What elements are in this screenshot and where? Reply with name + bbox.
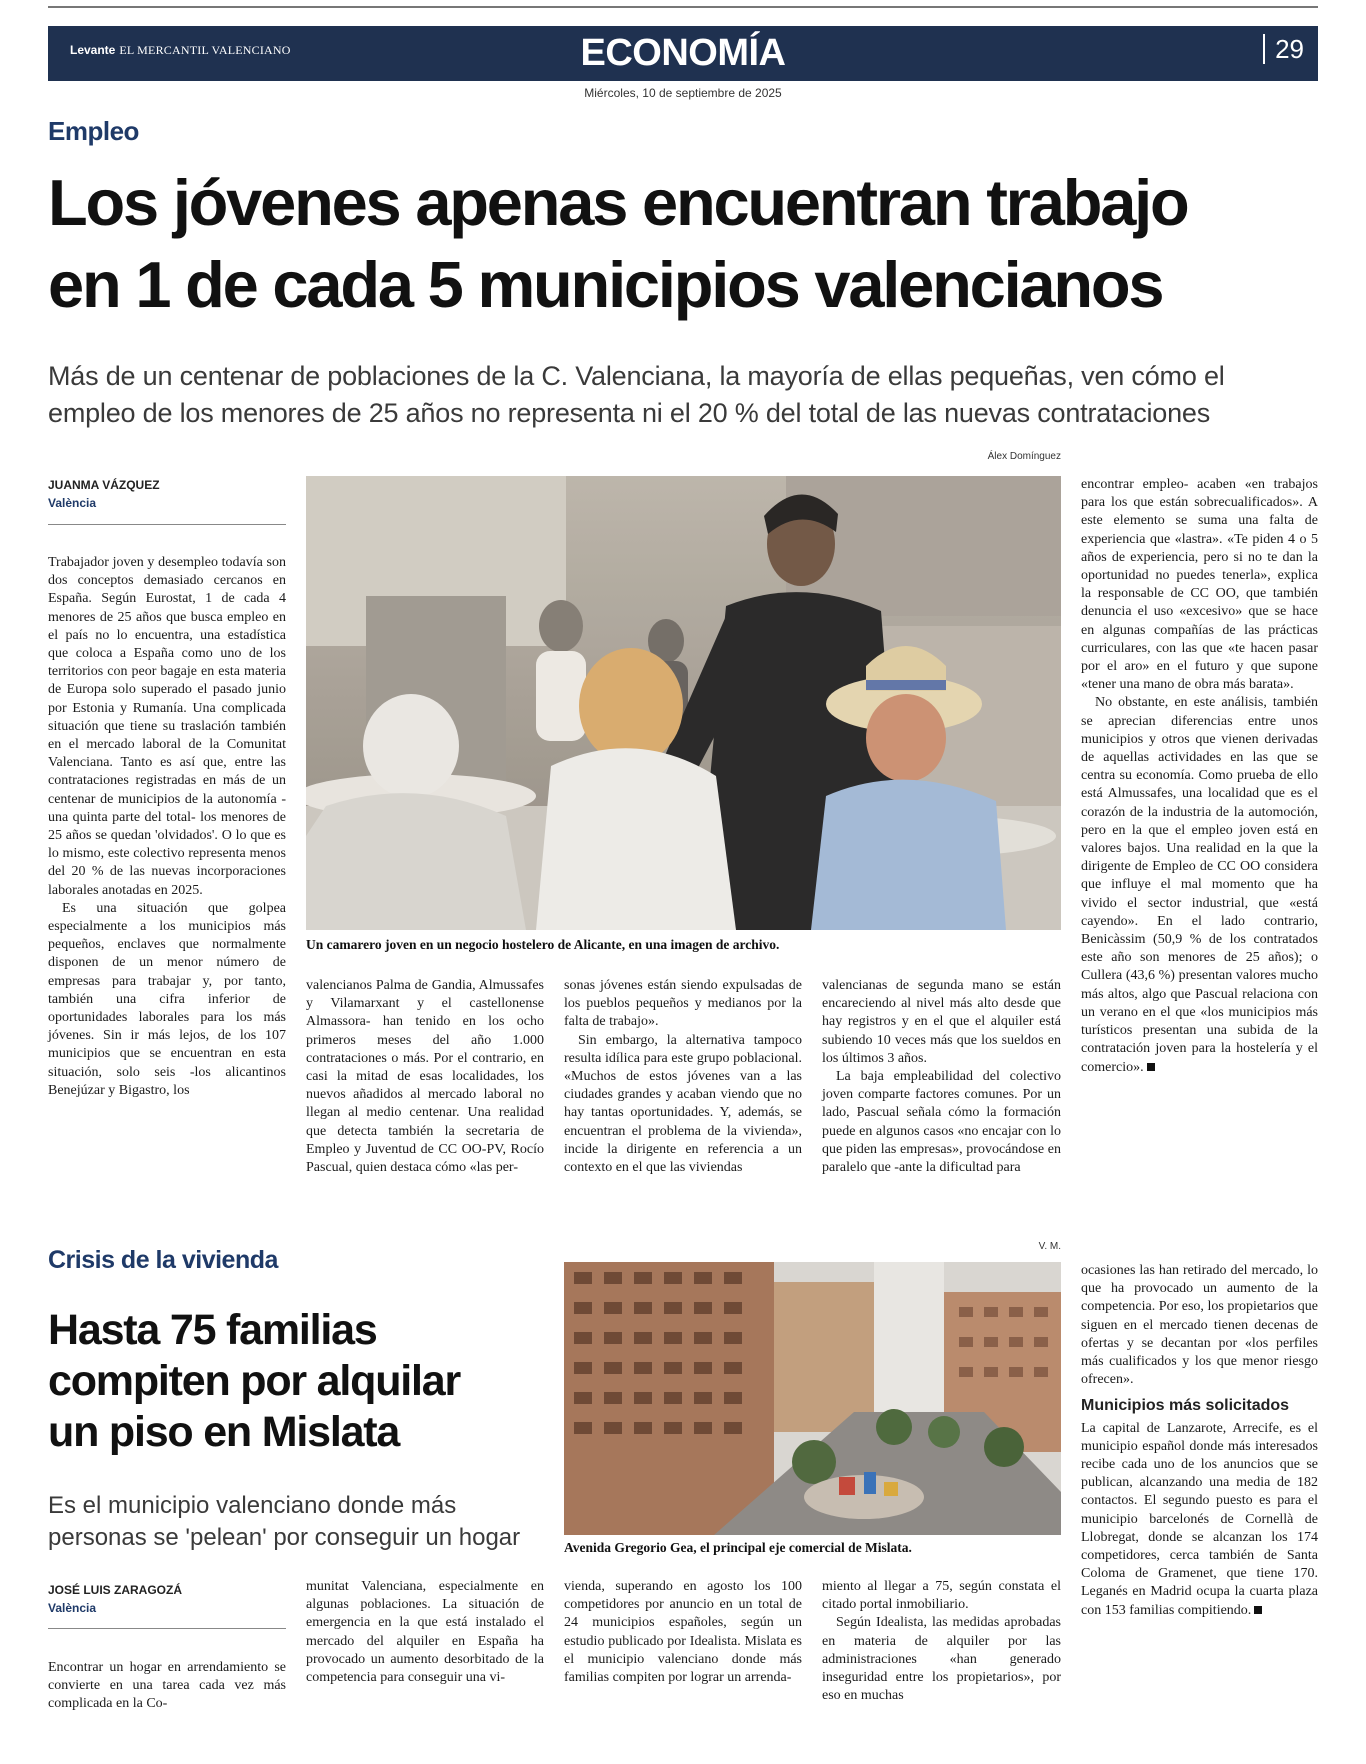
article1-column-5 — [1081, 476, 1318, 1077]
article2-subhead: Municipios más solicitados — [1081, 1397, 1290, 1415]
headline-line: Hasta 75 familias — [48, 1306, 377, 1354]
article1-column-1 — [48, 554, 286, 1100]
headline-line: un piso en Mislata — [48, 1408, 400, 1456]
paragraph: ocasiones las han retirado del mercado, lo que ha provocado un aumento de la competencia. Por eso, los propietarios que siguen en el mercado tienen decenas de ofertas y se decantan por «los perfiles más cualificados y los que menor riesgo ofrecen». — [1081, 1263, 1318, 1388]
paragraph: munitat Valenciana, especialmente en algunas poblaciones. La situación de emergencia en la que está instalado el mercado del alquiler en España ha provocado un aumento desorbitado de la competencia para conseguir una vi- — [306, 1579, 544, 1686]
section-title: ECONOMÍA — [580, 32, 786, 74]
article1-column-2 — [306, 977, 544, 1177]
paragraph: No obstante, en este análisis, también se aprecian diferencias entre unos municipios y otros que vienen derivadas de aquellas actividades en las que se centra su economía. Como prueba de ello está Almussafes, una localidad que es el corazón de la industria de la automoción, pero en la que el empleo joven está en valores bajos. Una realidad en la que la dirigente de Empleo de CC OO considera que influye el mal momento que ha vivido el sector industrial, que «está cayendo». En el lado contrario, Benicàssim (50,9 % de los contratados este año son menores de 25 años); o Cullera (43,6 %) presentan valores mucho más altos, algo que Pascual relaciona con un verano en el que «los municipios más turísticos presentan una subida de la contratación joven para la hostelería y el comercio». — [1081, 695, 1318, 1075]
article2-column-5 — [1081, 1262, 1318, 1620]
deck-line: Es el municipio valenciano donde más — [48, 1492, 457, 1519]
article2-column-4 — [822, 1578, 1061, 1705]
page-number: 29 — [1263, 34, 1304, 64]
headline-line: Los jóvenes apenas encuentran trabajo — [48, 166, 1188, 239]
paragraph: Sin embargo, la alternativa tampoco resulta idílica para este grupo poblacional. «Muchos de estos jóvenes van a las ciudades grandes y acaban viendo que no hay tantas oportunidades. Y, además, se encuentran el problema de la vivienda», incide la dirigente en referencia a un contexto en el que las viviendas — [564, 1032, 802, 1176]
article1-column-3 — [564, 977, 802, 1177]
issue-date: Miércoles, 10 de septiembre de 2025 — [584, 86, 782, 100]
paragraph: sonas jóvenes están siendo expulsadas de los pueblos pequeños y medianos por la falta de trabajo». — [564, 978, 802, 1030]
paragraph: miento al llegar a 75, según constata el citado portal inmobiliario. — [822, 1579, 1061, 1613]
byline-rule — [48, 1628, 286, 1629]
paragraph: encontrar empleo- acaben «en trabajos para los que están sobrecualificados». A este elemento se suma una falta de experiencia que «lastra». «Te piden 4 o 5 años de experiencia, pero si no te dan la oportunidad no puedes tenerla», explica la responsable de CC OO, que también denuncia el uso «excesivo» que se hace en algunas compañías de las prácticas curriculares, con las que «te hacen pasar por el aro» en el futuro y que supone «tener una mano de obra más barata». — [1081, 477, 1318, 693]
deck-line: personas se 'pelean' por conseguir un hogar — [48, 1524, 521, 1551]
mislata-avenue-illustration — [564, 1262, 1061, 1535]
article1-byline-place: València — [48, 496, 97, 510]
article2-column-1 — [48, 1659, 286, 1714]
paragraph: Según Idealista, las medidas aprobadas en materia de alquiler por las administraciones «han generado inseguridad entre los propietarios», por eso en muchas — [822, 1615, 1061, 1704]
headline-line: compiten por alquilar — [48, 1357, 461, 1405]
top-rule — [48, 6, 1318, 8]
paragraph: vienda, superando en agosto los 100 competidores por anuncio en un total de 24 municipios españoles, según un estudio publicado por Idealista. Mislata es el municipio valenciano donde más familias compiten por lograr un arrenda- — [564, 1579, 802, 1686]
article1-photo-credit: Álex Domínguez — [987, 451, 1061, 462]
article2-kicker: Crisis de la vivienda — [48, 1246, 278, 1274]
article2-column-2 — [306, 1578, 544, 1687]
paragraph: Trabajador joven y desempleo todavía son dos conceptos demasiado cercanos en España. Según Eurostat, 1 de cada 4 menores de 25 años que busca empleo en el país no lo encuentra, una estadística que coloca a España como uno de los territorios con peor bagaje en esta materia de Europa solo superado el pasado junio por Estonia y Rumanía. Una complicada situación que tiene su traslación también en el mercado laboral de la Comunitat Valenciana. Tanto es así que, entre las contrataciones registradas en más de un centenar de municipios de la autonomía -una quinta parte del total- los menores de 25 años se quedan 'olvidados'. O lo que es lo mismo, este colectivo representa menos del 20 % de las nuevas incorporaciones laborales anotadas en 2025. — [48, 555, 286, 898]
paragraph: valencianas de segunda mano se están encareciendo al nivel más alto desde que hay registros y en el que el alquiler está subiendo 10 veces más que los sueldos en los últimos 3 años. — [822, 978, 1061, 1066]
paragraph: La capital de Lanzarote, Arrecife, es el municipio español donde más interesados recibe cada uno de los anuncios que se publican, alcanzando una media de 182 contactos. El segundo puesto es para el municipio barcelonés de Cornellà de Llobregat, donde se alcanzan los 174 competidores, cerca también de Santa Coloma de Gramenet, que tiene 170. Leganés en Madrid ocupa la cuarta plaza con 153 familias compitiendo. — [1081, 1420, 1318, 1618]
article2-photo-caption: Avenida Gregorio Gea, el principal eje comercial de Mislata. — [564, 1540, 912, 1555]
headline-line: en 1 de cada 5 municipios valencianos — [48, 248, 1163, 321]
article1-column-4 — [822, 977, 1061, 1177]
waiter-photo-illustration — [306, 476, 1061, 930]
paragraph: valencianos Palma de Gandia, Almussafes y Vilamarxant y el castellonense Almassora- han tenido en los ocho primeros meses del año 1.000 contrataciones o más. Por el contrario, en casi la mitad de esas localidades, los nuevos añadidos al mercado laboral no llegan al medio centenar. Una realidad que detecta también la secretaria de Empleo y Juventud de CC OO-PV, Rocío Pascual, quien destaca cómo «las per- — [306, 978, 544, 1176]
end-of-article-mark — [1147, 1063, 1155, 1071]
article1-photo-caption: Un camarero joven en un negocio hostelero de Alicante, en una imagen de archivo. — [306, 937, 780, 952]
paragraph: Encontrar un hogar en arrendamiento se convierte en una tarea cada vez más complicada en la Co- — [48, 1660, 286, 1712]
article2-headline — [48, 1305, 518, 1458]
article1-deck — [48, 358, 1318, 432]
deck-line: empleo de los menores de 25 años no representa ni el 20 % del total de las nuevas contrataciones — [48, 398, 1211, 428]
article2-byline-place: València — [48, 1601, 97, 1615]
article2-photo — [564, 1262, 1061, 1535]
article2-deck — [48, 1490, 538, 1554]
deck-line: Más de un centenar de poblaciones de la C. Valenciana, la mayoría de ellas pequeñas, ven cómo el — [48, 361, 1225, 391]
article1-headline — [48, 162, 1318, 326]
brand-levante: Levante — [70, 43, 116, 57]
article1-photo — [306, 476, 1061, 930]
article1-byline-name: JUANMA VÁZQUEZ — [48, 478, 160, 492]
end-of-article-mark — [1254, 1606, 1262, 1614]
byline-rule — [48, 524, 286, 525]
paragraph: La baja empleabilidad del colectivo joven comparte factores comunes. Por un lado, Pascual señala cómo la formación puede en algunos casos «no encajar con lo que piden las empresas», provocándose en paralelo que -ante la dificultad para — [822, 1069, 1061, 1176]
article2-column-3 — [564, 1578, 802, 1687]
article1-kicker: Empleo — [48, 116, 139, 146]
section-header-band — [48, 26, 1318, 81]
article2-byline-name: JOSÉ LUIS ZARAGOZÁ — [48, 1583, 183, 1597]
brand-mercantil: EL MERCANTIL VALENCIANO — [119, 43, 291, 57]
article2-photo-credit: V. M. — [1038, 1241, 1061, 1252]
paragraph: Es una situación que golpea especialmente a los municipios más pequeños, enclaves que normalmente disponen de un menor número de empresas para trabajar y, por tanto, también una cifra inferior de oportunidades laborales para los más jóvenes. Sin ir más lejos, de los 107 municipios que se encuentran en esta situación, solo seis -los alicantinos Benejúzar y Bigastro, los — [48, 900, 286, 1098]
